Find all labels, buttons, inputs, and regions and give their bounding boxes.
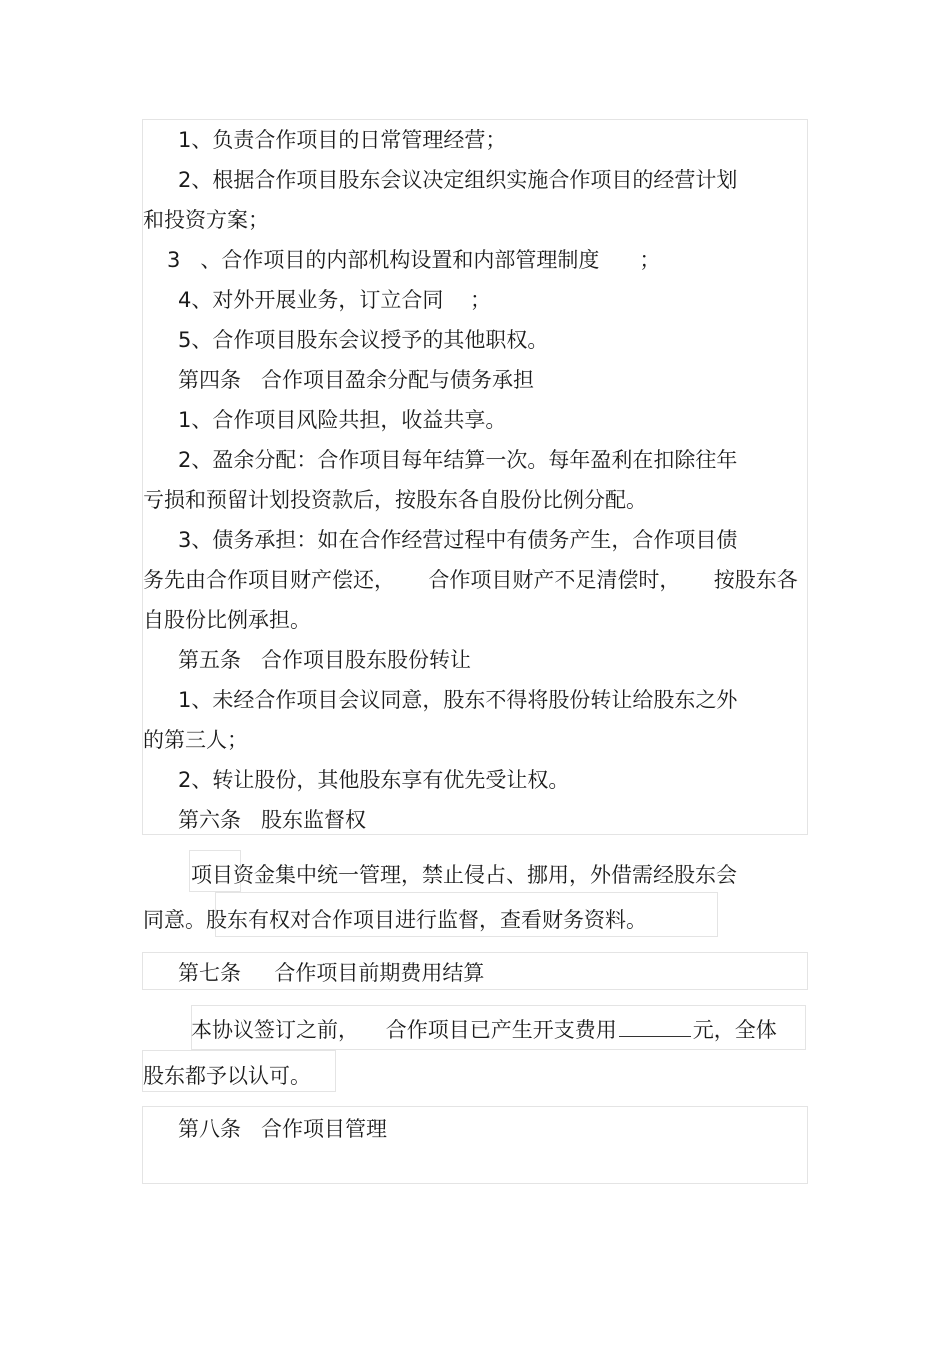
article-6-body: 项目资金集中统一管理，禁止侵占、挪用，外借需经股东会 <box>191 863 737 887</box>
article-8-heading: 第八条 合作项目管理 <box>178 1117 388 1141</box>
article-7-body-cont: 股东都予以认可。 <box>143 1064 311 1088</box>
article-4-item-3-cont: 务先由合作项目财产偿还， 合作项目财产不足清偿时， 按股东各 <box>143 568 798 592</box>
article-4-item-3-end: 自股份比例承担。 <box>143 608 311 632</box>
article-7-heading: 第七条 合作项目前期费用结算 <box>178 961 485 985</box>
article-4-item-3: 3、债务承担：如在合作经营过程中有债务产生，合作项目债 <box>178 528 738 552</box>
duty-item-4: 4、对外开展业务，订立合同 ； <box>178 288 492 312</box>
article-5-heading: 第五条 合作项目股东股份转让 <box>178 648 472 672</box>
article-6-heading: 第六条 股东监督权 <box>178 808 367 832</box>
article-4-item-2: 2、盈余分配：合作项目每年结算一次。每年盈利在扣除往年 <box>178 448 738 472</box>
article-5-item-1-cont: 的第三人； <box>143 728 248 752</box>
article-4-item-2-cont: 亏损和预留计划投资款后，按股东各自股份比例分配。 <box>143 488 647 512</box>
duty-item-1: 1、负责合作项目的日常管理经营； <box>178 128 507 152</box>
cost-amount-blank <box>619 1014 691 1037</box>
article-5-item-2: 2、转让股份，其他股东享有优先受让权。 <box>178 768 570 792</box>
duty-item-5: 5、合作项目股东会议授予的其他职权。 <box>178 328 549 352</box>
article-7-body <box>191 1014 777 1045</box>
duty-item-3: 3 、合作项目的内部机构设置和内部管理制度 ； <box>167 248 661 272</box>
article-7-body-after: 元，全体 <box>692 1018 777 1042</box>
article-4-heading: 第四条 合作项目盈余分配与债务承担 <box>178 368 535 392</box>
article-6-body-cont: 同意。股东有权对合作项目进行监督，查看财务资料。 <box>143 908 647 932</box>
article-4-item-1: 1、合作项目风险共担，收益共享。 <box>178 408 507 432</box>
duty-item-2-cont: 和投资方案； <box>143 208 269 232</box>
article-5-item-1: 1、未经合作项目会议同意，股东不得将股份转让给股东之外 <box>178 688 738 712</box>
article-7-body-before: 本协议签订之前， 合作项目已产生开支费用 <box>191 1018 617 1042</box>
duty-item-2: 2、根据合作项目股东会议决定组织实施合作项目的经营计划 <box>178 168 738 192</box>
